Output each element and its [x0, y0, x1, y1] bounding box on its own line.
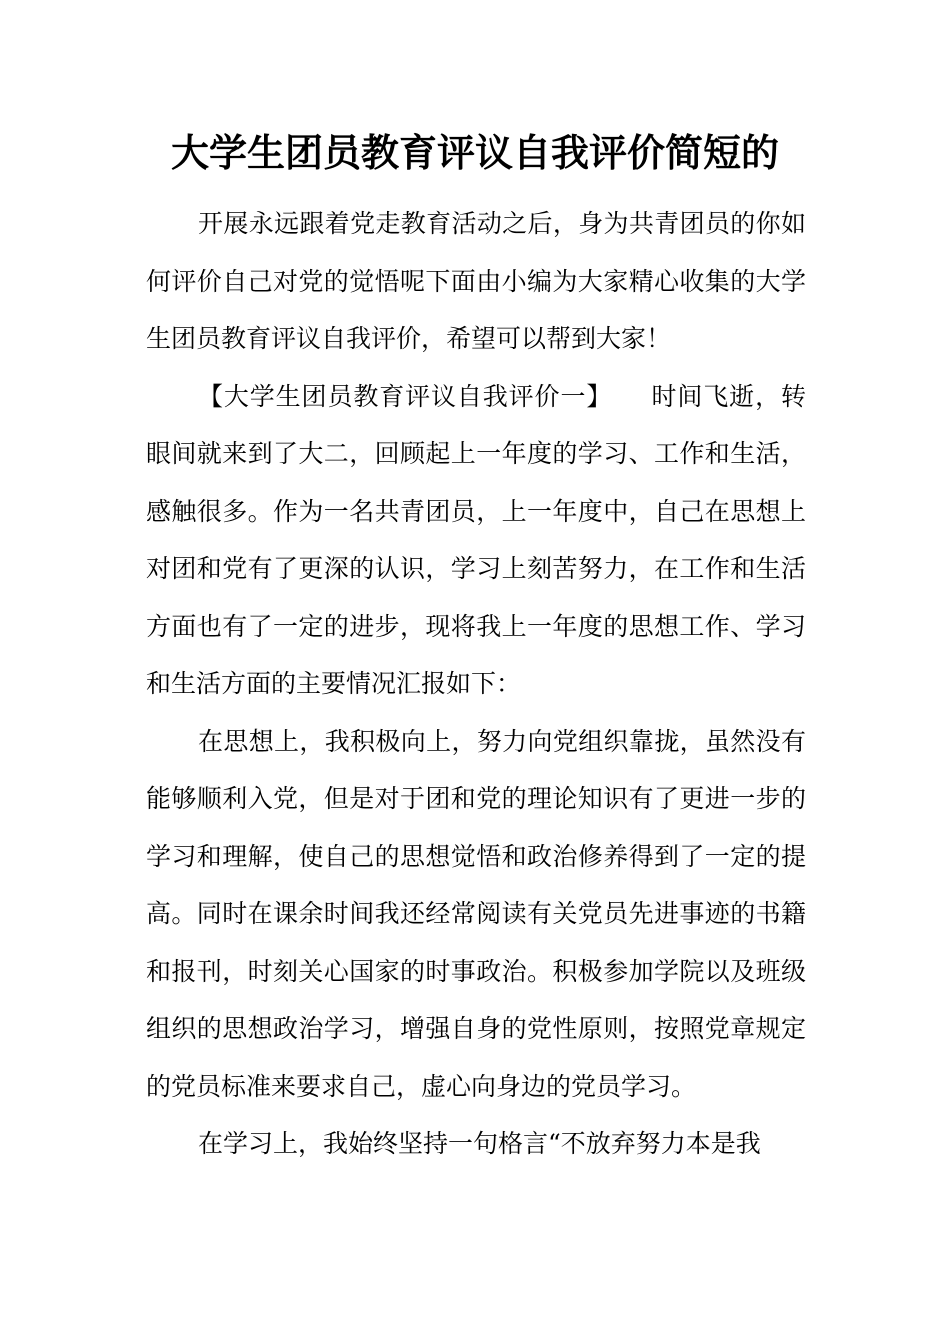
section-one-text: 时间飞逝，转眼间就来到了大二，回顾起上一年度的学习、工作和生活，感触很多。作为一名共青团员，上一年度中，自己在思想上对团和党有了更深的认识，学习上刻苦努力，在工作和生活方面也有了一定的进步，现将我上一年度的思想工作、学习和生活方面的主要情况汇报如下： — [146, 381, 806, 698]
section-one-heading: 【大学生团员教育评议自我评价一】 — [198, 381, 600, 411]
thought-paragraph: 在思想上，我积极向上，努力向党组织靠拢，虽然没有能够顺利入党，但是对于团和党的理论知识有了更进一步的学习和理解，使自己的思想觉悟和政治修养得到了一定的提高。同时在课余时间我还经常阅读有关党员先进事迹的书籍和报刊，时刻关心国家的时事政治。积极参加学院以及班级组织的思想政治学习，增强自身的党性原则，按照党章规定的党员标准来要求自己，虚心向身边的党员学习。 — [146, 726, 806, 1101]
intro-paragraph: 开展永远跟着党走教育活动之后，身为共青团员的你如何评价自己对党的觉悟呢下面由小编为大家精心收集的大学生团员教育评议自我评价，希望可以帮到大家！ — [146, 209, 806, 353]
section-one-spacer — [600, 382, 652, 411]
study-paragraph: 在学习上，我始终坚持一句格言“不放弃努力本是我 — [198, 1129, 761, 1158]
document-body — [146, 195, 806, 1173]
document-title: 大学生团员教育评议自我评价简短的 — [170, 131, 779, 175]
section-one-paragraph — [146, 368, 806, 713]
